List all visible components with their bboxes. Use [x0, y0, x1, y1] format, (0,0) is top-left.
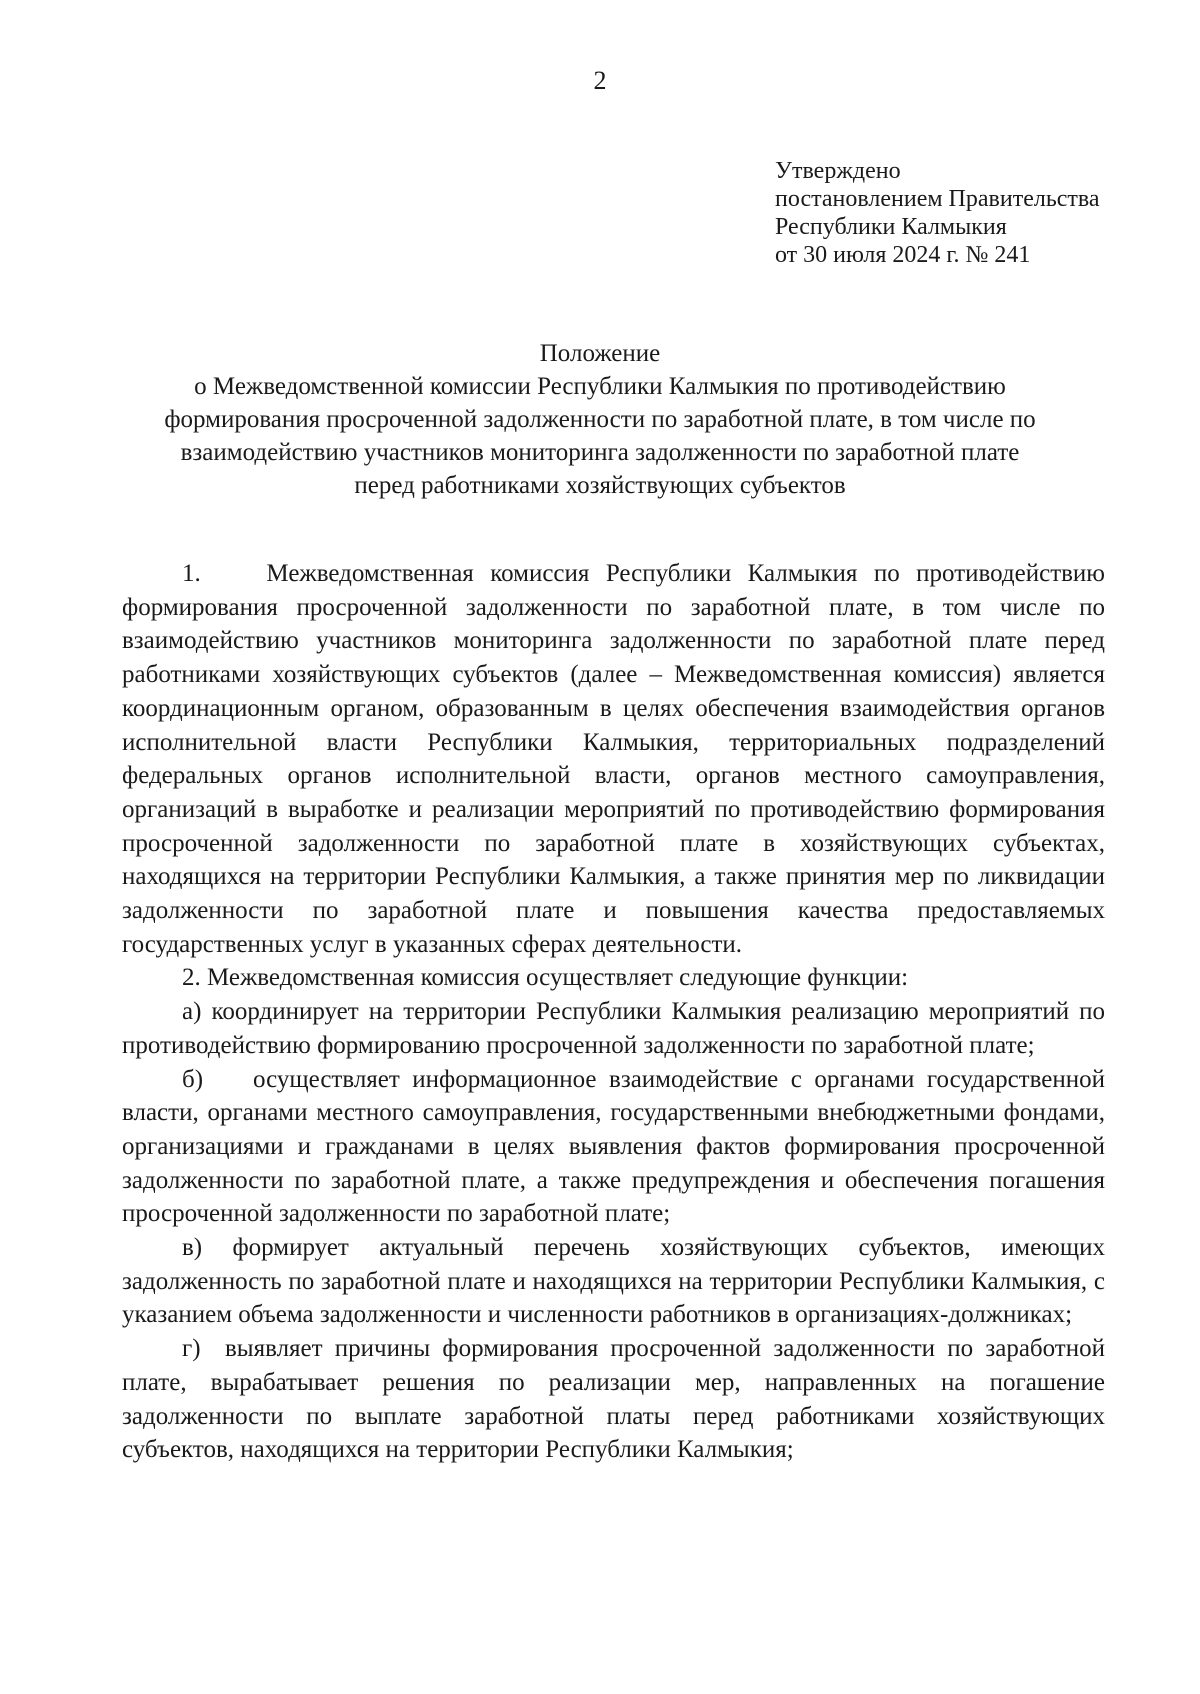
- paragraph-2v: в) формирует актуальный перечень хозяйствующих субъектов, имеющих задолженность по заработной плате и находящихся на территории Республики Калмыкия, с указанием объема задолженности и численности работников в организациях-должниках;: [122, 1234, 1105, 1329]
- paragraph-1: 1. Межведомственная комиссия Республики Калмыкия по противодействию формирования просроченной задолженности по заработной плате, в том числе по взаимодействию участников мониторинга задолженности по заработной плате перед работниками хозяйствующих субъектов (далее – Межведомственная комиссия) является координационным органом, образованным в целях обеспечения взаимодействия органов исполнительной власти Республики Калмыкия, территориальных подразделений федеральных органов исполнительной власти, органов местного самоуправления, организаций в выработке и реализации мероприятий по противодействию формирования просроченной задолженности по заработной плате в хозяйствующих субъектах, находящихся на территории Республики Калмыкия, а также принятия мер по ликвидации задолженности по заработной плате и повышения качества предоставляемых государственных услуг в указанных сферах деятельности.: [122, 560, 1105, 958]
- title-heading: Положение: [539, 340, 661, 367]
- title-line: перед работниками хозяйствующих субъектов: [354, 472, 846, 499]
- document-body: [122, 557, 1105, 1467]
- approval-date-line: от 30 июля 2024 г. № 241: [775, 242, 1031, 268]
- title-line: формирования просроченной задолженности по заработной плате, в том числе по: [164, 406, 1036, 433]
- approval-line: Утверждено: [775, 158, 901, 184]
- approval-line: постановлением Правительства: [775, 186, 1100, 212]
- paragraph-2: 2. Межведомственная комиссия осуществляет следующие функции:: [182, 964, 909, 992]
- approval-line: Республики Калмыкия: [775, 214, 1007, 240]
- page-number: 2: [593, 66, 607, 95]
- paragraph-2g: г) выявляет причины формирования просроченной задолженности по заработной плате, вырабатывает решения по реализации мер, направленных на погашение задолженности по выплате заработной платы перед работниками хозяйствующих субъектов, находящихся на территории Республики Калмыкия;: [122, 1335, 1105, 1464]
- paragraph-2a: а) координирует на территории Республики Калмыкия реализацию мероприятий по противодействию формированию просроченной задолженности по заработной плате;: [122, 998, 1105, 1059]
- title-line: о Межведомственной комиссии Республики Калмыкия по противодействию: [194, 373, 1006, 400]
- document-title: [100, 337, 1100, 502]
- approval-stamp: [775, 157, 1175, 269]
- paragraph-2b: б) осуществляет информационное взаимодействие с органами государственной власти, органами местного самоуправления, государственными внебюджетными фондами, организациями и гражданами в целях выявления фактов формирования просроченной задолженности по заработной плате, а также предупреждения и обеспечения погашения просроченной задолженности по заработной плате;: [122, 1065, 1105, 1228]
- title-line: взаимодействию участников мониторинга задолженности по заработной плате: [180, 439, 1020, 466]
